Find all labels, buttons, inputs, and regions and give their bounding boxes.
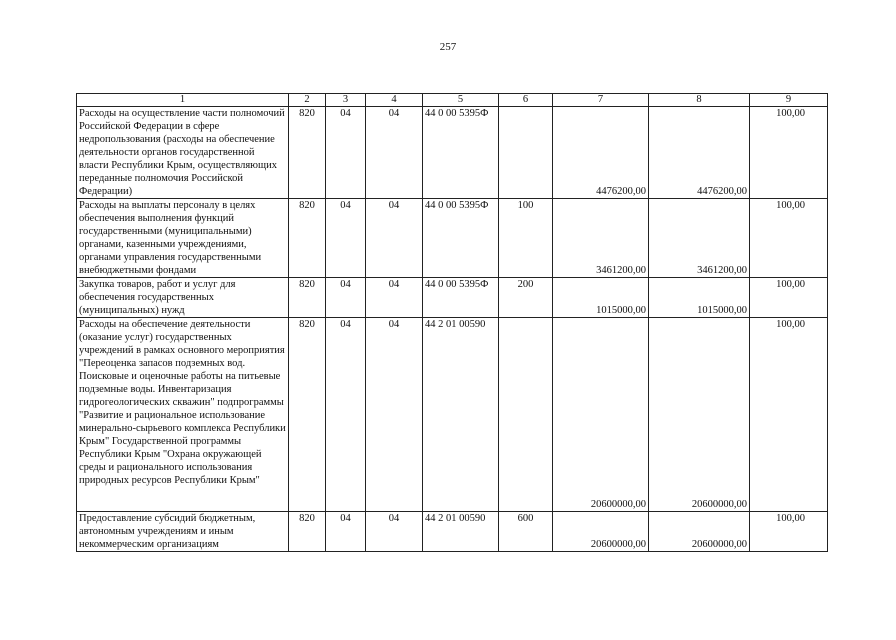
- target-article-cell: 44 0 00 5395Ф: [423, 278, 499, 318]
- execution-percent-cell: 100,00: [750, 512, 828, 552]
- execution-percent-cell: 100,00: [750, 318, 828, 512]
- subsection-cell: 04: [366, 318, 423, 512]
- execution-percent-cell: 100,00: [750, 278, 828, 318]
- executed-amount-cell: 20600000,00: [649, 318, 750, 512]
- subsection-cell: 04: [366, 278, 423, 318]
- column-header: 2: [289, 94, 326, 107]
- executed-amount-cell: 20600000,00: [649, 512, 750, 552]
- target-article-cell: 44 2 01 00590: [423, 318, 499, 512]
- execution-percent-cell: 100,00: [750, 199, 828, 278]
- expense-name-cell: Предоставление субсидий бюджетным, автономным учреждениям и иным некоммерческим организациям: [77, 512, 289, 552]
- planned-amount-cell: 20600000,00: [553, 318, 649, 512]
- section-cell: 04: [326, 512, 366, 552]
- expense-type-cell: 600: [499, 512, 553, 552]
- executed-amount-cell: 4476200,00: [649, 107, 750, 199]
- section-cell: 04: [326, 107, 366, 199]
- table-row: [77, 318, 828, 512]
- column-header: 7: [553, 94, 649, 107]
- planned-amount-cell: 20600000,00: [553, 512, 649, 552]
- section-cell: 04: [326, 199, 366, 278]
- subsection-cell: 04: [366, 107, 423, 199]
- target-article-cell: 44 2 01 00590: [423, 512, 499, 552]
- planned-amount-cell: 4476200,00: [553, 107, 649, 199]
- column-header: 4: [366, 94, 423, 107]
- section-cell: 04: [326, 278, 366, 318]
- execution-percent-cell: 100,00: [750, 107, 828, 199]
- ministry-code-cell: 820: [289, 107, 326, 199]
- table-header-row: [77, 94, 828, 107]
- expense-type-cell: [499, 318, 553, 512]
- subsection-cell: 04: [366, 512, 423, 552]
- column-header: 1: [77, 94, 289, 107]
- ministry-code-cell: 820: [289, 199, 326, 278]
- expense-name-cell: Закупка товаров, работ и услуг для обеспечения государственных (муниципальных) нужд: [77, 278, 289, 318]
- ministry-code-cell: 820: [289, 318, 326, 512]
- column-header: 9: [750, 94, 828, 107]
- executed-amount-cell: 3461200,00: [649, 199, 750, 278]
- expense-name-cell: Расходы на обеспечение деятельности (оказание услуг) государственных учреждений в рамках основного мероприятия "Переоценка запасов подземных вод. Поисковые и оценочные работы на питьевые подземные воды. Инвентаризация гидрогеологических скважин" подпрограммы "Развитие и рациональное использование минерально-сырьевого комплекса Республики Крым" Государственной программы Республики Крым "Охрана окружающей среды и рационального использования природных ресурсов Республики Крым": [77, 318, 289, 512]
- executed-amount-cell: 1015000,00: [649, 278, 750, 318]
- page-number: 257: [439, 41, 457, 53]
- expense-type-cell: 100: [499, 199, 553, 278]
- subsection-cell: 04: [366, 199, 423, 278]
- column-header: 6: [499, 94, 553, 107]
- table-row: [77, 107, 828, 199]
- expense-name-cell: Расходы на осуществление части полномочий Российской Федерации в сфере недропользования (расходы на обеспечение деятельности органов государственной власти Республики Крым, осуществляющих переданные полномочия Российской Федерации): [77, 107, 289, 199]
- budget-table: [76, 93, 828, 552]
- expense-type-cell: 200: [499, 278, 553, 318]
- table-row: [77, 199, 828, 278]
- column-header: 5: [423, 94, 499, 107]
- planned-amount-cell: 3461200,00: [553, 199, 649, 278]
- column-header: 3: [326, 94, 366, 107]
- target-article-cell: 44 0 00 5395Ф: [423, 107, 499, 199]
- target-article-cell: 44 0 00 5395Ф: [423, 199, 499, 278]
- ministry-code-cell: 820: [289, 278, 326, 318]
- table-row: [77, 278, 828, 318]
- ministry-code-cell: 820: [289, 512, 326, 552]
- planned-amount-cell: 1015000,00: [553, 278, 649, 318]
- column-header: 8: [649, 94, 750, 107]
- table-row: [77, 512, 828, 552]
- expense-name-cell: Расходы на выплаты персоналу в целях обеспечения выполнения функций государственными (муниципальными) органами, казенными учреждениями, органами управления государственными внебюджетными фондами: [77, 199, 289, 278]
- section-cell: 04: [326, 318, 366, 512]
- expense-type-cell: [499, 107, 553, 199]
